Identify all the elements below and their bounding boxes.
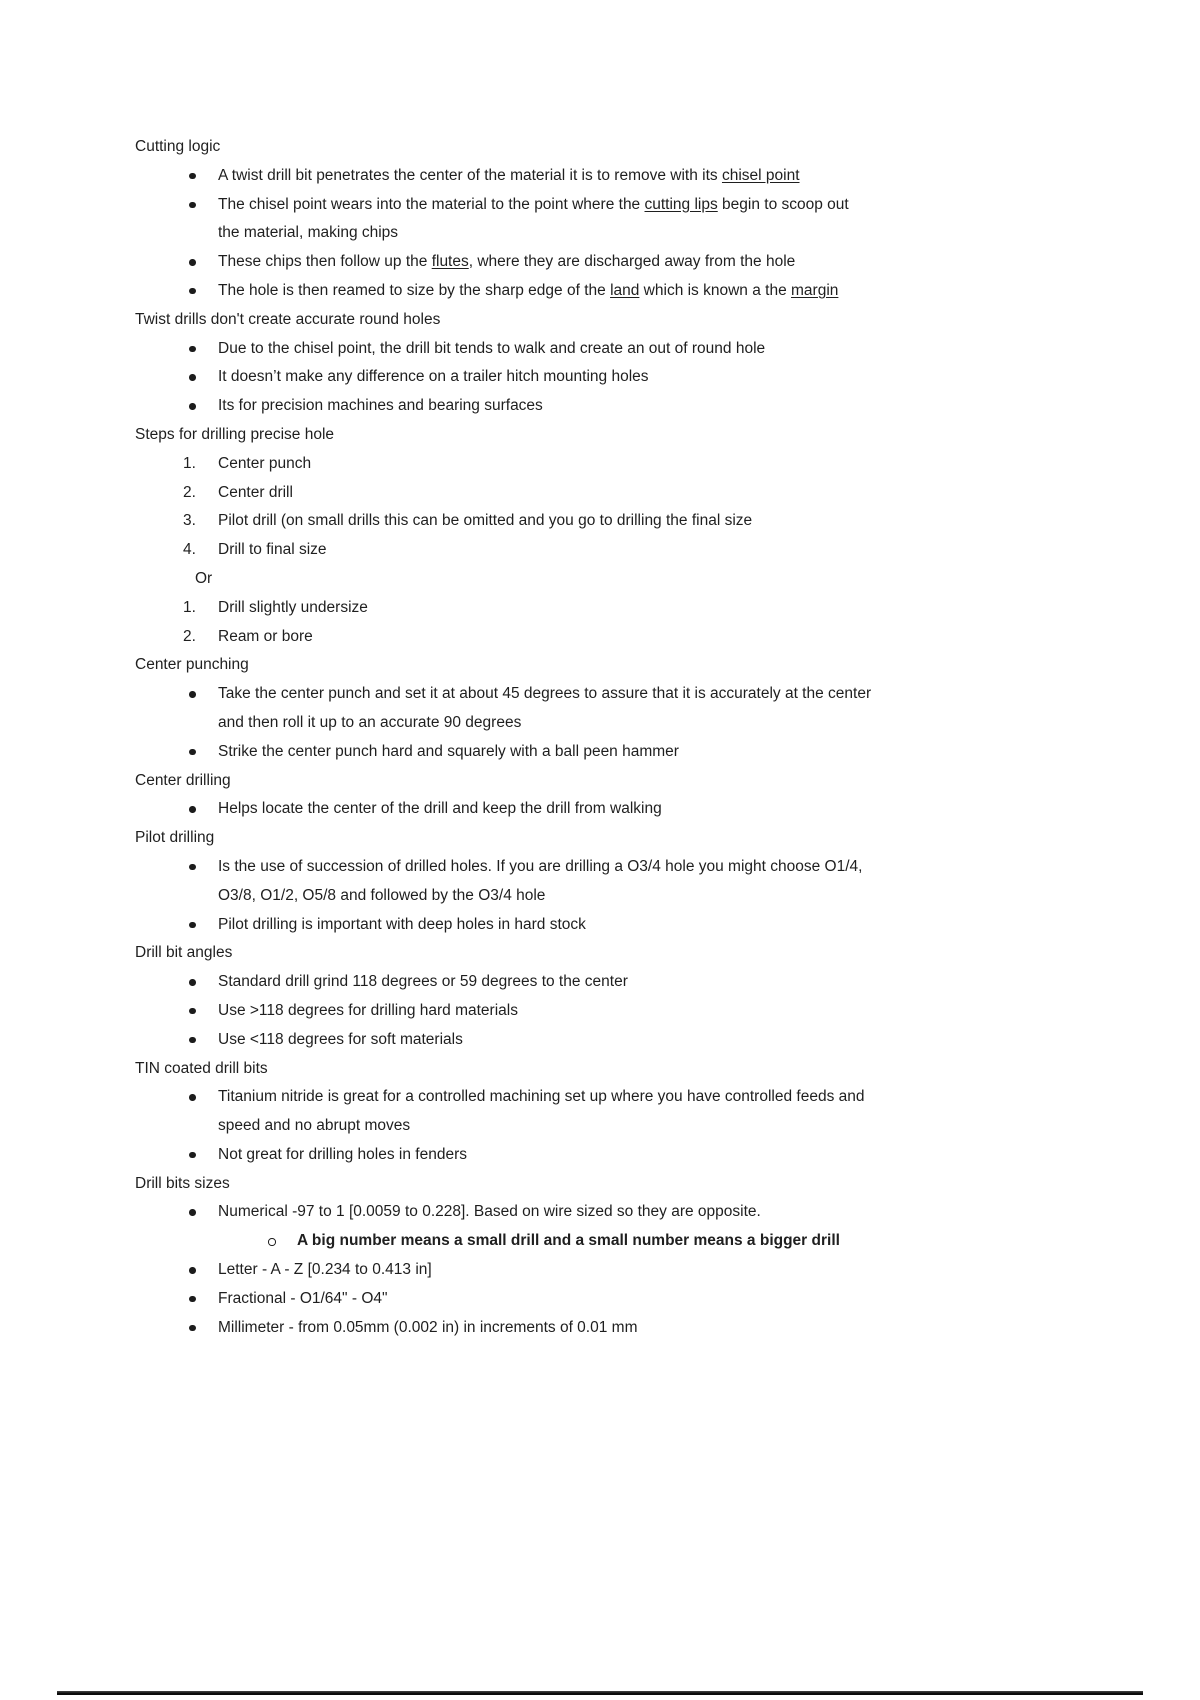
list-item bbox=[135, 680, 1125, 738]
list-item bbox=[135, 162, 1125, 191]
item-text bbox=[218, 484, 293, 501]
section-heading: Drill bits sizes bbox=[135, 1174, 230, 1192]
text-run: speed and no abrupt moves bbox=[218, 1117, 411, 1135]
bullet-icon bbox=[189, 202, 196, 209]
list-item bbox=[135, 997, 1125, 1026]
text-run: The chisel point wears into the material to the point where the bbox=[218, 195, 645, 213]
bullet-icon bbox=[189, 979, 196, 986]
list-item bbox=[135, 277, 1125, 306]
item-text bbox=[218, 973, 628, 990]
text-run: Ream or bore bbox=[218, 627, 313, 645]
item-text bbox=[218, 1146, 467, 1163]
document-page bbox=[135, 133, 1125, 1342]
text-run: O3/8, O1/2, O5/8 and followed by the O3/4 hole bbox=[218, 886, 546, 904]
item-text bbox=[218, 599, 368, 616]
underlined-term: flutes bbox=[431, 253, 469, 271]
item-text bbox=[218, 455, 311, 472]
or-label bbox=[135, 565, 1125, 594]
text-run: which is known a the bbox=[639, 281, 792, 299]
bullet-icon bbox=[189, 173, 196, 180]
text-run: Drill slightly undersize bbox=[218, 598, 368, 616]
text-run: It doesn’t make any difference on a trailer hitch mounting holes bbox=[218, 368, 649, 386]
item-text bbox=[218, 1031, 463, 1048]
text-run: the material, making chips bbox=[218, 224, 399, 242]
bullet-icon bbox=[189, 1209, 196, 1216]
list-item bbox=[135, 1285, 1125, 1314]
list-item bbox=[135, 536, 1125, 565]
note-section bbox=[135, 421, 1125, 651]
item-text bbox=[218, 253, 795, 270]
note-section bbox=[135, 651, 1125, 766]
text-run: Fractional - O1/64" - O4" bbox=[218, 1289, 388, 1307]
list-item bbox=[135, 335, 1125, 364]
text-run: Use <118 degrees for soft materials bbox=[218, 1030, 463, 1048]
note-section bbox=[135, 1170, 1125, 1343]
text-run: Standard drill grind 118 degrees or 59 degrees to the center bbox=[218, 973, 628, 991]
text-run: Pilot drill (on small drills this can be omitted and you go to drilling the final size bbox=[218, 512, 753, 530]
number-label: 2. bbox=[183, 483, 196, 501]
item-text bbox=[218, 1290, 388, 1307]
text-run: begin to scoop out bbox=[717, 195, 849, 213]
item-text bbox=[218, 1002, 518, 1019]
number-label: 3. bbox=[183, 512, 196, 530]
bullet-icon bbox=[189, 1296, 196, 1303]
list-item bbox=[135, 479, 1125, 508]
bullet-icon bbox=[189, 864, 196, 871]
text-run: , where they are discharged away from the hole bbox=[468, 253, 796, 271]
item-text bbox=[218, 1088, 864, 1134]
list-item bbox=[135, 450, 1125, 479]
list-item bbox=[135, 1026, 1125, 1055]
list-item bbox=[135, 392, 1125, 421]
text-run: Center punch bbox=[218, 454, 312, 472]
text-run: Its for precision machines and bearing surfaces bbox=[218, 397, 543, 415]
number-label: 2. bbox=[183, 627, 196, 645]
text-run: Center drill bbox=[218, 483, 293, 501]
text-run: Not great for drilling holes in fenders bbox=[218, 1145, 467, 1163]
list-item bbox=[135, 507, 1125, 536]
underlined-term: cutting lips bbox=[644, 195, 718, 213]
note-section bbox=[135, 306, 1125, 421]
section-heading: Drill bit angles bbox=[135, 944, 233, 962]
list-item bbox=[135, 363, 1125, 392]
text-run: Is the use of succession of drilled holes. If you are drilling a O3/4 hole you might choose O1/4, bbox=[218, 857, 863, 875]
item-text bbox=[218, 800, 662, 817]
bullet-icon bbox=[189, 1094, 196, 1101]
bullet-icon bbox=[189, 346, 196, 353]
underlined-term: chisel point bbox=[721, 166, 800, 184]
bullet-icon bbox=[189, 806, 196, 813]
text-run: Take the center punch and set it at about 45 degrees to assure that it is accurately at the center bbox=[218, 685, 872, 703]
list-item bbox=[135, 853, 1125, 911]
text-run: Millimeter - from 0.05mm (0.002 in) in increments of 0.01 mm bbox=[218, 1318, 638, 1336]
text-run: A twist drill bit penetrates the center of the material it is to remove with its bbox=[218, 166, 722, 184]
number-label: 1. bbox=[183, 598, 196, 616]
list-item bbox=[135, 1083, 1125, 1141]
item-text bbox=[218, 512, 752, 529]
item-text bbox=[218, 1261, 432, 1278]
item-text bbox=[218, 368, 649, 385]
item-text bbox=[218, 916, 586, 933]
text-run: Use >118 degrees for drilling hard materials bbox=[218, 1001, 518, 1019]
section-heading: Cutting logic bbox=[135, 138, 221, 155]
text-run: A big number means a small drill and a small number means a bigger drill bbox=[297, 1232, 840, 1250]
list-item bbox=[135, 1198, 1125, 1227]
text-run: and then roll it up to an accurate 90 degrees bbox=[218, 713, 522, 731]
note-section bbox=[135, 824, 1125, 939]
item-text bbox=[218, 1319, 637, 1336]
text-run: Drill to final size bbox=[218, 541, 327, 559]
bullet-icon bbox=[189, 1152, 196, 1159]
list-item bbox=[135, 248, 1125, 277]
item-text bbox=[218, 1203, 761, 1220]
item-text bbox=[218, 743, 679, 760]
item-text bbox=[218, 196, 849, 242]
list-item bbox=[135, 623, 1125, 652]
list-item bbox=[135, 191, 1125, 249]
circle-bullet-icon bbox=[268, 1238, 276, 1246]
number-label: 4. bbox=[183, 541, 196, 559]
list-item bbox=[135, 738, 1125, 767]
text-run: Numerical -97 to 1 [0.0059 to 0.228]. Based on wire sized so they are opposite. bbox=[218, 1203, 761, 1221]
section-heading: Steps for drilling precise hole bbox=[135, 425, 335, 443]
underlined-term: margin bbox=[791, 281, 839, 299]
bullet-icon bbox=[189, 1267, 196, 1274]
item-text bbox=[218, 628, 313, 645]
bullet-icon bbox=[189, 374, 196, 381]
item-text bbox=[218, 685, 871, 731]
bullet-icon bbox=[189, 922, 196, 929]
text-run: Titanium nitride is great for a controlled machining set up where you have controlled feeds and bbox=[218, 1088, 865, 1106]
bullet-icon bbox=[189, 1008, 196, 1015]
section-heading: TIN coated drill bits bbox=[135, 1059, 268, 1077]
item-text bbox=[218, 858, 862, 904]
section-heading: Center drilling bbox=[135, 771, 231, 789]
text-run: Letter - A - Z [0.234 to 0.413 in] bbox=[218, 1261, 432, 1279]
note-section bbox=[135, 767, 1125, 825]
bullet-icon bbox=[189, 403, 196, 410]
item-text bbox=[218, 340, 765, 357]
underlined-term: land bbox=[610, 281, 640, 299]
list-item bbox=[135, 795, 1125, 824]
section-heading: Center punching bbox=[135, 656, 249, 674]
page-divider-line bbox=[57, 1691, 1143, 1695]
list-item bbox=[135, 911, 1125, 940]
bullet-icon bbox=[189, 288, 196, 295]
item-text bbox=[195, 570, 212, 587]
list-item bbox=[135, 1314, 1125, 1343]
bullet-icon bbox=[189, 1325, 196, 1332]
text-run: The hole is then reamed to size by the sharp edge of the bbox=[218, 281, 611, 299]
bullet-icon bbox=[189, 1037, 196, 1044]
bullet-icon bbox=[189, 259, 196, 266]
text-run: Helps locate the center of the drill and keep the drill from walking bbox=[218, 800, 662, 818]
item-text bbox=[218, 397, 543, 414]
note-section bbox=[135, 1055, 1125, 1170]
text-run: These chips then follow up the bbox=[218, 253, 432, 271]
bullet-icon bbox=[189, 691, 196, 698]
number-label: 1. bbox=[183, 454, 196, 472]
section-heading: Twist drills don't create accurate round holes bbox=[135, 310, 441, 328]
bullet-icon bbox=[189, 749, 196, 756]
list-item bbox=[135, 1141, 1125, 1170]
list-item bbox=[135, 968, 1125, 997]
text-run: Strike the center punch hard and squarely with a ball peen hammer bbox=[218, 742, 679, 760]
text-run: Or bbox=[195, 569, 213, 587]
text-run: Pilot drilling is important with deep holes in hard stock bbox=[218, 915, 586, 933]
list-item bbox=[135, 1256, 1125, 1285]
note-section bbox=[135, 939, 1125, 1054]
section-heading: Pilot drilling bbox=[135, 829, 215, 847]
note-section bbox=[135, 133, 1125, 306]
list-item bbox=[135, 594, 1125, 623]
item-text bbox=[297, 1232, 840, 1249]
list-item bbox=[135, 1227, 1125, 1256]
text-run: Due to the chisel point, the drill bit tends to walk and create an out of round hole bbox=[218, 339, 766, 357]
item-text bbox=[218, 167, 800, 184]
item-text bbox=[218, 282, 838, 299]
item-text bbox=[218, 541, 327, 558]
